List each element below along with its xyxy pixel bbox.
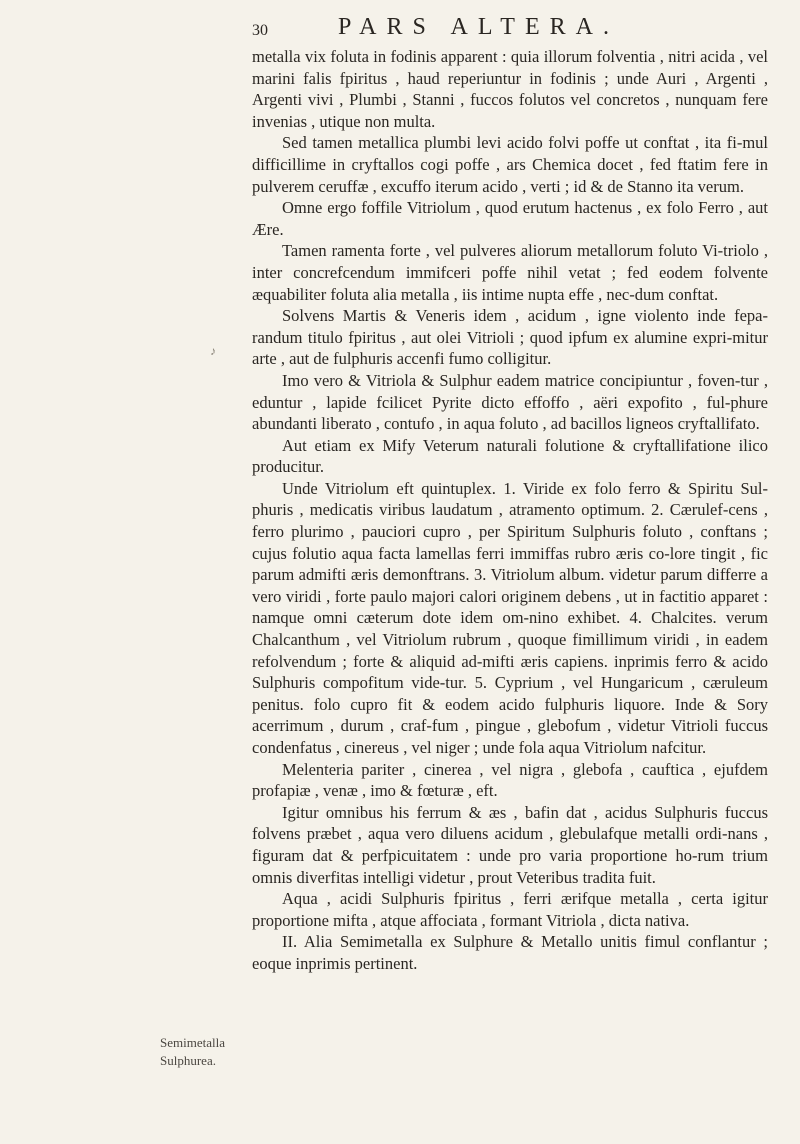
margin-note-line-2: Sulphurea. [160, 1053, 216, 1068]
page-header [252, 14, 672, 46]
margin-note-line-1: Semimetalla [160, 1035, 225, 1050]
paragraph-12: II. Alia Semimetalla ex Sulphure & Metallo unitis fimul conflantur ; eoque inprimis pertinent. [252, 932, 768, 973]
paragraph-7: Aut etiam ex Mify Veterum naturali folutione & cryftallifatione ilico producitur. [252, 435, 768, 477]
paragraph-10: Igitur omnibus his ferrum & æs , bafin dat , acidus Sulphuris fuccus folvens præbet , aqua vero diluens acidum , glebulafque metalli ordi-nans , figuram dat & perfpicuitatem : unde pro varia proportione ho-rum trium omnis diverfitas intelligi videtur , prout Veteribus tradita fuit. [252, 802, 768, 887]
paragraph-4: Tamen ramenta forte , vel pulveres aliorum metallorum foluto Vi-triolo , inter concrefcendum immifceri poffe nihil vetat ; fed eodem folvente æquabiliter foluta alia metalla , iis intime nupta effe , nec-dum conftat. [252, 241, 768, 304]
stray-mark: ♪ [210, 344, 216, 358]
paragraph-2: Sed tamen metallica plumbi levi acido folvi poffe ut conftat , ita fi-mul difficillime in cryftallos cogi poffe , ars Chemica docet , fed ftatim fere in pulverem ceruffæ , excuffo iterum acido , verti ; id & de Stanno ita verum. [252, 133, 768, 196]
paragraph-5: Solvens Martis & Veneris idem , acidum , igne violento inde fepa-randum titulo fpiritus , aut olei Vitrioli ; quod ipfum ex alumine expri-mitur arte , aut de fulphuris accenfi fumo colligitur. [252, 306, 768, 369]
paragraph-8: Unde Vitriolum eft quintuplex. 1. Viride ex folo ferro & Spiritu Sul-phuris , medicatis viribus laudatum , atramento optimum. 2. Cærulef-cens , ferro plurimo , pauciori cupro , per Spiritum Sulphuris foluto , conftans ; cujus folutio aqua facta lamellas ferri immiffas rubro æris co-lore tingit , fic parum admifti æris demonftrans. 3. Vitriolum album. videtur parum differre a vero viridi , forte paulo majori calori originem debens , ut in factitio apparet : namque omni cæterum dote idem om-nino exhibet. 4. Chalcites. verum Chalcanthum , vel Vitriolum rubrum , quoque fimillimum viridi , in eadem refolvendum ; forte & aliquid ad-mifti æris capiens. inprimis ferro & acido Sulphuris compofitum vide-tur. 5. Cyprium , vel Hungaricum , cæruleum penitus. folo cupro fit & eodem acido fulphuris liquore. Inde & Sory acerrimum , durum , craf-fum , pingue , glebofum , videtur Vitrioli fuccus condenfatus , cinereus , vel niger ; unde fola aqua Vitriolum nafcitur. [252, 478, 768, 757]
paragraph-11: Aqua , acidi Sulphuris fpiritus , ferri ærifque metalla , certa igitur proportione mifta , atque affociata , formant Vitriola , dicta nativa. [252, 889, 768, 930]
margin-note [160, 1034, 250, 1070]
paragraph-6: Imo vero & Vitriola & Sulphur eadem matrice concipiuntur , foven-tur , eduntur , lapide fcilicet Pyrite dicto effoffo , aëri expofito , ful-phure abundanti liberato , contufo , in aqua foluto , ad bacillos ligneos cryftallifato. [252, 370, 768, 434]
paragraph-3: Omne ergo foffile Vitriolum , quod erutum hactenus , ex folo Ferro , aut Ære. [252, 198, 768, 239]
body-text [252, 46, 768, 975]
page-number: 30 [252, 22, 268, 39]
paragraph-1: metalla vix foluta in fodinis apparent : quia illorum folventia , nitri acida , vel marini falis fpiritus , haud reperiuntur in fodinis ; unde Auri , Argenti , Argenti vivi , Plumbi , Stanni , fuccos folutos vel concretos , nunquam fere invenias , utique non multa. [252, 47, 768, 131]
paragraph-9: Melenteria pariter , cinerea , vel nigra , glebofa , cauftica , ejufdem profapiæ , venæ , imo & fœturæ , eft. [252, 759, 768, 801]
running-head: PARS ALTERA. [338, 14, 619, 40]
